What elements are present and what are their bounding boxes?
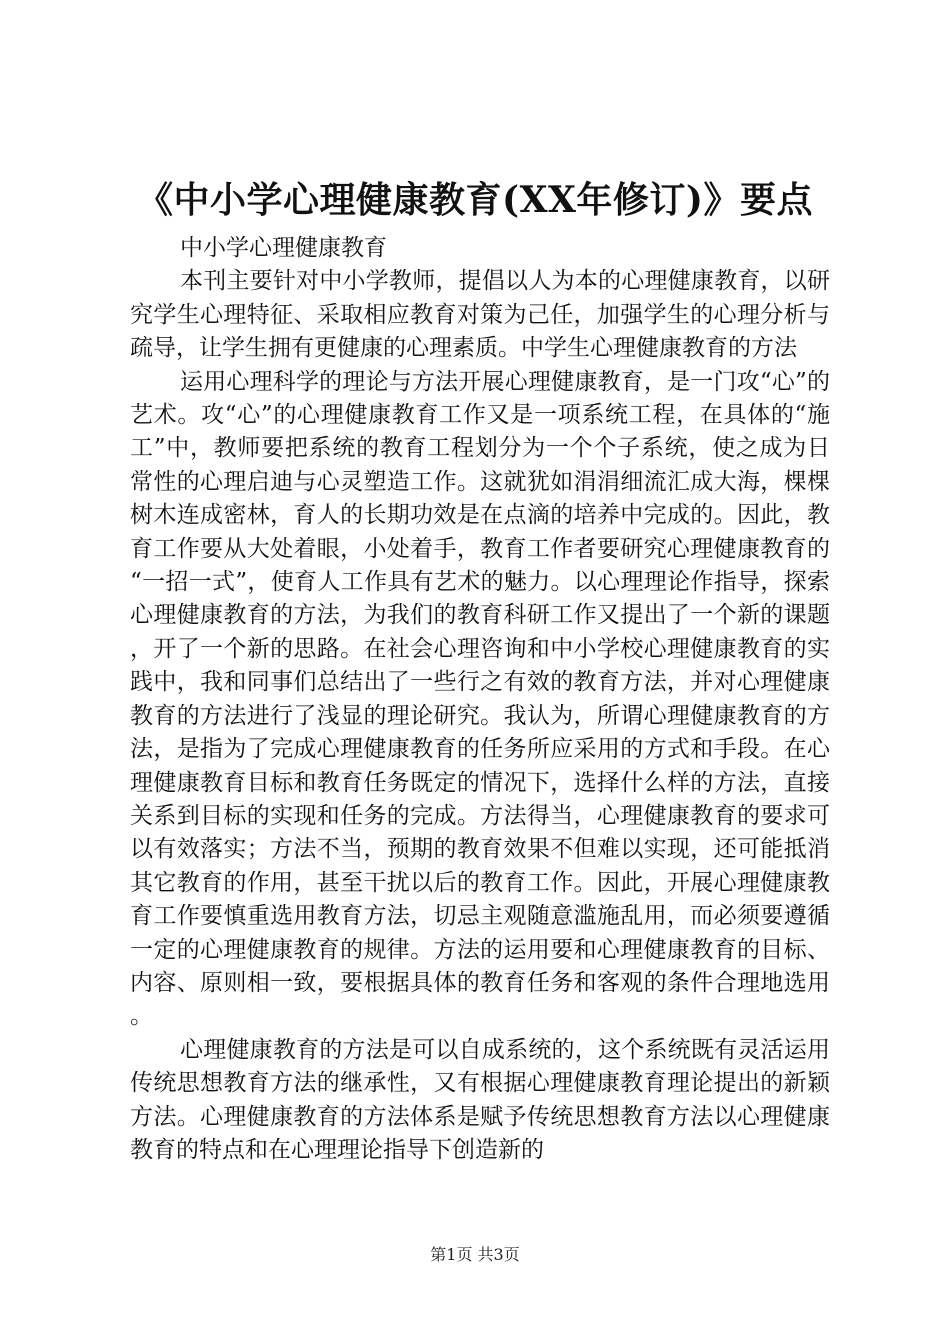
document-body [130,232,830,1167]
paragraph-methods: 运用心理科学的理论与方法开展心理健康教育，是一门攻“心”的艺术。攻“心”的心理健康教育工作又是一项系统工程，在具体的“施工”中，教师要把系统的教育工程划分为一个个子系统，使之成为日常性的心理启迪与心灵塑造工作。这就犹如涓涓细流汇成大海，棵棵树木连成密林，育人的长期功效是在点滴的培养中完成的。因此，教育工作要从大处着眼，小处着手，教育工作者要研究心理健康教育的“一招一式”，使育人工作具有艺术的魅力。以心理理论作指导，探索心理健康教育的方法，为我们的教育科研工作又提出了一个新的课题，开了一个新的思路。在社会心理咨询和中小学校心理健康教育的实践中，我和同事们总结出了一些行之有效的教育方法，并对心理健康教育的方法进行了浅显的理论研究。我认为，所谓心理健康教育的方法，是指为了完成心理健康教育的任务所应采用的方式和手段。在心理健康教育目标和教育任务既定的情况下，选择什么样的方法，直接关系到目标的实现和任务的完成。方法得当，心理健康教育的要求可以有效落实；方法不当，预期的教育效果不但难以实现，还可能抵消其它教育的作用，甚至干扰以后的教育工作。因此，开展心理健康教育工作要慎重选用教育方法，切忌主观随意滥施乱用，而必须要遵循一定的心理健康教育的规律。方法的运用要和心理健康教育的目标、内容、原则相一致，要根据具体的教育任务和客观的条件合理地选用。 [130,368,830,1030]
paragraph-system: 心理健康教育的方法是可以自成系统的，这个系统既有灵活运用传统思想教育方法的继承性，又有根据心理健康教育理论提出的新颖方法。心理健康教育的方法体系是赋予传统思想教育方法以心理健康教育的特点和在心理理论指导下创造新的 [130,1036,830,1163]
document-title: 《中小学心理健康教育(XX年修订)》要点 [137,179,813,221]
page-footer: 第1页 共3页 [430,1245,520,1264]
paragraph-intro: 本刊主要针对中小学教师，提倡以人为本的心理健康教育，以研究学生心理特征、采取相应教育对策为己任，加强学生的心理分析与疏导，让学生拥有更健康的心理素质。中学生心理健康教育的方法 [130,268,830,362]
paragraph-subtitle: 中小学心理健康教育 [180,235,387,261]
